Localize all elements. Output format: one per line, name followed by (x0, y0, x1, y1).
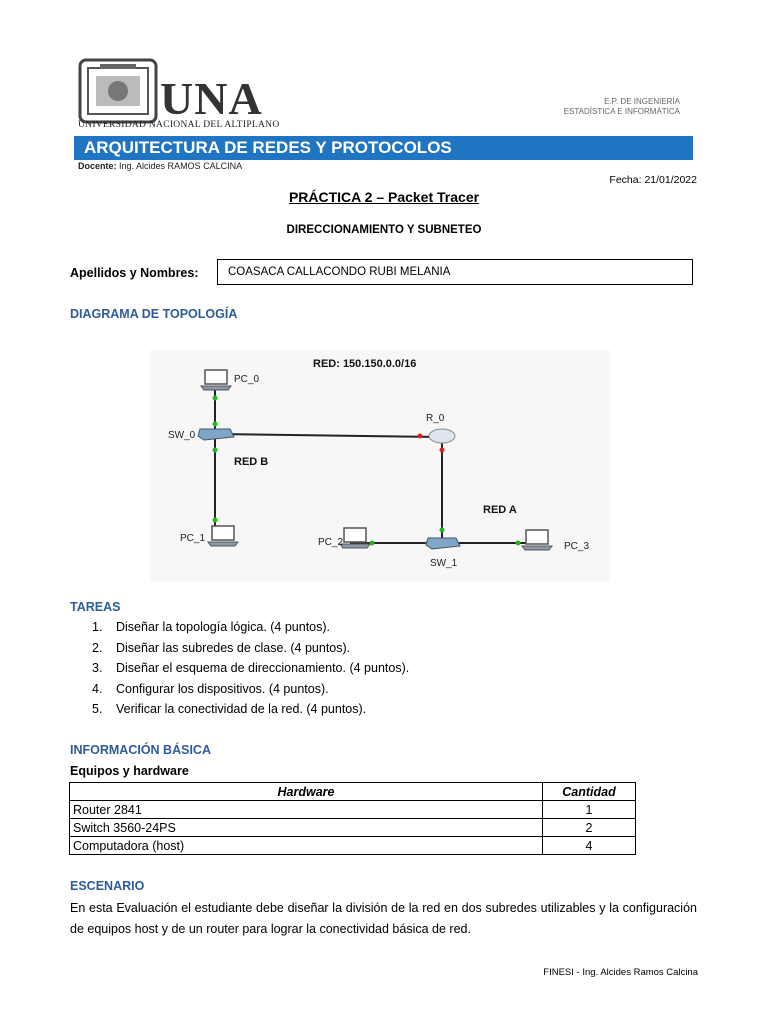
network-label: RED: 150.150.0.0/16 (313, 358, 417, 370)
r-0-label: R_0 (426, 413, 445, 424)
page-title: PRÁCTICA 2 – Packet Tracer (288, 189, 480, 205)
list-item: 4. Configurar los dispositivos. (4 puntos). (92, 681, 329, 696)
pc-3-icon (522, 530, 552, 550)
table-row: Switch 3560-24PS 2 (70, 819, 636, 837)
hardware-table (69, 782, 636, 855)
list-item: 1. Diseñar la topología lógica. (4 puntos). (92, 620, 331, 634)
info-section-title: INFORMACIÓN BÁSICA (70, 743, 211, 757)
table-header-row (70, 783, 636, 801)
pc-0-icon (201, 370, 231, 390)
course-title-bar: ARQUITECTURA DE REDES Y PROTOCOLOS (74, 136, 693, 160)
docente-label: Docente: (78, 161, 117, 171)
quantity-header: Cantidad (543, 783, 636, 801)
docente-line (78, 161, 242, 171)
pc-0-label: PC_0 (234, 374, 260, 385)
scenario-text: En esta Evaluación el estudiante debe diseñar la división de la red en dos subredes utilizables y la configuración de equipos host y de un router para lograr la conectividad básica de red. (70, 901, 697, 936)
pc-3-label: PC_3 (564, 541, 590, 552)
topology-section-title: DIAGRAMA DE TOPOLOGÍA (70, 307, 238, 321)
school-line-2: ESTADÍSTICA E INFORMÁTICA (563, 107, 680, 116)
pc-1-icon (208, 526, 238, 546)
list-item: 2. Diseñar las subredes de clase. (4 puntos). (92, 640, 351, 655)
table-row: Computadora (host) 4 (70, 837, 636, 855)
sw-0-label: SW_0 (168, 430, 196, 441)
list-item: 5. Verificar la conectividad de la red. (4 puntos). (92, 702, 367, 716)
pc-1-label: PC_1 (180, 533, 206, 544)
tasks-section-title: TAREAS (70, 600, 121, 614)
docente-name: Ing. Alcides RAMOS CALCINA (119, 161, 243, 171)
topology-diagram (150, 350, 610, 582)
pc-2-icon (340, 528, 370, 548)
task-list (92, 620, 409, 723)
page-subtitle: DIRECCIONAMIENTO Y SUBNETEO (286, 224, 482, 236)
red-a-label: RED A (483, 504, 517, 516)
school-line-1: E.P. DE INGENIERÍA (604, 97, 680, 106)
una-logo-text: UNA (160, 73, 263, 124)
table-row: Router 2841 1 (70, 801, 636, 819)
page-footer: FINESI - Ing. Alcides Ramos Calcina (543, 967, 698, 978)
list-item: 3. Diseñar el esquema de direccionamiento. (4 puntos). (92, 661, 410, 675)
sw-1-label: SW_1 (430, 558, 458, 569)
red-b-label: RED B (234, 456, 269, 468)
equipment-subtitle: Equipos y hardware (70, 764, 189, 778)
hardware-header: Hardware (70, 783, 543, 801)
pc-2-label: PC_2 (318, 537, 344, 548)
student-name-label: Apellidos y Nombres: (70, 266, 199, 280)
student-name-field: COASACA CALLACONDO RUBI MELANIA (217, 259, 693, 285)
router-0-icon (429, 429, 455, 443)
university-name: UNIVERSIDAD NACIONAL DEL ALTIPLANO (78, 120, 280, 130)
university-seal-logo (78, 58, 158, 124)
scenario-section-title: ESCENARIO (70, 879, 145, 893)
date: Fecha: 21/01/2022 (609, 174, 697, 186)
